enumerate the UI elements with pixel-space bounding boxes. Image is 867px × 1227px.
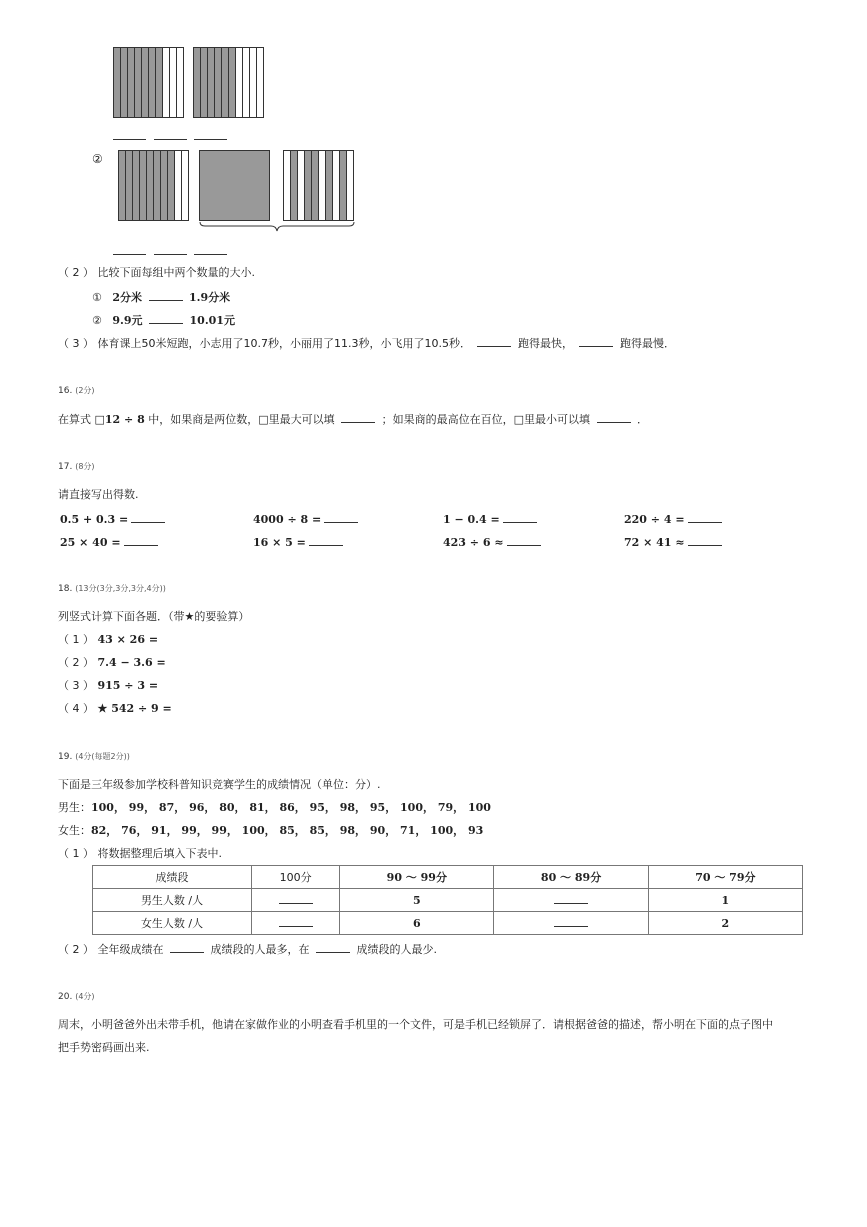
q17-item: [253, 512, 361, 527]
table-row: [93, 889, 803, 912]
answer-blank[interactable]: [503, 512, 537, 523]
q16-text-a: 在算式: [58, 413, 91, 426]
fraction-bar-1b: [193, 47, 264, 118]
q20-header: [58, 990, 95, 1004]
answer-blank[interactable]: [688, 535, 722, 546]
answer-blank[interactable]: [149, 313, 183, 324]
table-cell[interactable]: [252, 889, 340, 912]
answer-blank[interactable]: [316, 942, 350, 953]
q18-item: [58, 656, 166, 670]
part-text: 比较下面每组中两个数量的大小.: [97, 266, 255, 279]
question-number: 16.: [58, 386, 73, 396]
q19-boys: [58, 801, 491, 815]
q18-header: [58, 582, 166, 596]
answer-blank[interactable]: [341, 412, 375, 423]
q16-text-c: ；如果商的最高位在百位，□里最小可以填: [381, 413, 591, 426]
answer-blank[interactable]: [279, 916, 313, 927]
q15-part3: [58, 336, 675, 351]
answer-blank[interactable]: [194, 139, 227, 140]
compare-right: 10.01元: [189, 314, 235, 327]
answer-blank[interactable]: [131, 512, 165, 523]
fraction-bar-2a: [118, 150, 189, 221]
answer-blank[interactable]: [477, 336, 511, 347]
q18-item: [58, 633, 158, 647]
item-label: （ 1 ）: [58, 633, 94, 646]
mental-math-expr: 220 ÷ 4 =: [624, 513, 685, 526]
question-score: (4分): [75, 992, 95, 1001]
answer-blank[interactable]: [194, 254, 227, 255]
fraction-bar-2c: [283, 150, 354, 221]
table-row: [93, 912, 803, 935]
answer-blank[interactable]: [113, 254, 146, 255]
figure-label-2: ②: [92, 152, 103, 166]
answer-blank[interactable]: [149, 290, 183, 301]
part-text: 将数据整理后填入下表中.: [97, 847, 222, 860]
q19-girls: [58, 824, 483, 838]
q19-intro: 下面是三年级参加学校科普知识竞赛学生的成绩情况（单位：分）.: [58, 778, 381, 791]
q17-item: [60, 535, 161, 550]
part-text-tail2: 跑得最慢．: [619, 337, 675, 350]
mental-math-expr: 1 − 0.4 =: [443, 513, 500, 526]
item-label: ②: [92, 314, 102, 327]
mental-math-expr: 25 × 40 =: [60, 536, 121, 549]
table-cell: 6: [340, 912, 494, 935]
q17-item: [624, 535, 725, 550]
boys-scores: 100， 99， 87， 96， 80， 81， 86， 95， 98， 95， 100， 79， 100: [91, 801, 491, 814]
q19-part2: [58, 942, 437, 957]
part-text-b: 成绩段的人最多，在: [210, 943, 310, 956]
answer-blank[interactable]: [154, 254, 187, 255]
mental-math-expr: 72 × 41 ≈: [624, 536, 685, 549]
q18-item: [58, 702, 172, 716]
q18-item: [58, 679, 158, 693]
calc-expr: 7.4 − 3.6 =: [97, 656, 166, 669]
compare-right: 1.9分米: [189, 291, 231, 304]
part-text: 体育课上50米短跑，小志用了10.7秒，小丽用了11.3秒，小飞用了10.5秒．: [97, 337, 471, 350]
q16-body: [58, 412, 648, 427]
q20-line2: 把手势密码画出来.: [58, 1041, 150, 1054]
q16-text-d: ．: [637, 413, 649, 426]
q16-header: [58, 384, 95, 398]
question-number: 20.: [58, 992, 73, 1002]
table-cell[interactable]: [494, 889, 648, 912]
q16-text-b: 中，如果商是两位数，□里最大可以填: [148, 413, 335, 426]
girls-label: 女生：: [58, 824, 91, 837]
table-cell[interactable]: [252, 912, 340, 935]
part-label: （ 1 ）: [58, 847, 94, 860]
q19-header: [58, 750, 130, 764]
q17-item: [624, 512, 725, 527]
girls-scores: 82， 76， 91， 99， 99， 100， 85， 85， 98， 90， 71， 100， 93: [91, 824, 484, 837]
answer-blank[interactable]: [309, 535, 343, 546]
answer-blank[interactable]: [688, 512, 722, 523]
q16-expression: □12 ÷ 8: [94, 413, 145, 426]
part-text-a: 全年级成绩在: [97, 943, 164, 956]
answer-blank[interactable]: [279, 893, 313, 904]
question-score: (8分): [75, 462, 95, 471]
q15-compare-1: [92, 290, 230, 305]
brace-icon: [199, 221, 355, 233]
question-number: 17.: [58, 462, 73, 472]
question-number: 19.: [58, 752, 73, 762]
boys-label: 男生：: [58, 801, 91, 814]
calc-expr: 915 ÷ 3 =: [97, 679, 159, 692]
table-header: 80 ～ 89分: [494, 866, 648, 889]
part-text-c: 成绩段的人最少.: [356, 943, 437, 956]
table-cell: 2: [648, 912, 802, 935]
q15-part2: [58, 266, 255, 280]
q15-compare-2: [92, 313, 235, 328]
q20-line1: 周末，小明爸爸外出未带手机，他请在家做作业的小明查看手机里的一个文件，可是手机已经锁屏了．请根据爸爸的描述，帮小明在下面的点子图中: [58, 1018, 773, 1031]
score-table: [92, 865, 803, 935]
mental-math-expr: 423 ÷ 6 ≈: [443, 536, 504, 549]
part-text-tail1: 跑得最快，: [517, 337, 573, 350]
table-header-row: [93, 866, 803, 889]
answer-blank[interactable]: [507, 535, 541, 546]
table-cell: 5: [340, 889, 494, 912]
q18-instruction: 列竖式计算下面各题．（带★的要验算）: [58, 610, 250, 623]
q17-item: [443, 512, 540, 527]
compare-left: 2分米: [112, 291, 143, 304]
question-score: (2分): [75, 386, 95, 395]
row-label: 女生人数 /人: [93, 912, 252, 935]
q17-instruction: 请直接写出得数.: [58, 488, 139, 501]
mental-math-expr: 16 × 5 =: [253, 536, 306, 549]
answer-blank[interactable]: [170, 942, 204, 953]
answer-blank[interactable]: [113, 139, 146, 140]
compare-left: 9.9元: [112, 314, 143, 327]
answer-blank[interactable]: [124, 535, 158, 546]
calc-expr: ★ 542 ÷ 9 =: [97, 702, 172, 715]
item-label: ①: [92, 291, 102, 304]
fraction-bar-1a: [113, 47, 184, 118]
answer-blank[interactable]: [154, 139, 187, 140]
answer-blank[interactable]: [554, 893, 588, 904]
fraction-square-2b: [199, 150, 270, 221]
part-label: （ 2 ）: [58, 943, 94, 956]
mental-math-expr: 0.5 + 0.3 =: [60, 513, 129, 526]
part-label: （ 2 ）: [58, 266, 94, 279]
table-cell[interactable]: [494, 912, 648, 935]
table-header: 90 ～ 99分: [340, 866, 494, 889]
answer-blank[interactable]: [554, 916, 588, 927]
item-label: （ 3 ）: [58, 679, 94, 692]
table-header: 70 ～ 79分: [648, 866, 802, 889]
question-number: 18.: [58, 584, 73, 594]
table-cell: 1: [648, 889, 802, 912]
item-label: （ 4 ）: [58, 702, 94, 715]
question-score: (4分(每题2分)): [75, 752, 130, 761]
calc-expr: 43 × 26 =: [97, 633, 159, 646]
q19-part1: [58, 847, 222, 861]
q17-header: [58, 460, 95, 474]
q17-item: [253, 535, 346, 550]
table-header: 成绩段: [93, 866, 252, 889]
answer-blank[interactable]: [597, 412, 631, 423]
question-score: (13分(3分,3分,3分,4分)): [75, 584, 166, 593]
mental-math-expr: 4000 ÷ 8 =: [253, 513, 322, 526]
item-label: （ 2 ）: [58, 656, 94, 669]
answer-blank[interactable]: [579, 336, 613, 347]
q17-item: [443, 535, 544, 550]
answer-blank[interactable]: [324, 512, 358, 523]
part-label: （ 3 ）: [58, 337, 94, 350]
table-header: 100分: [252, 866, 340, 889]
row-label: 男生人数 /人: [93, 889, 252, 912]
q17-item: [60, 512, 168, 527]
